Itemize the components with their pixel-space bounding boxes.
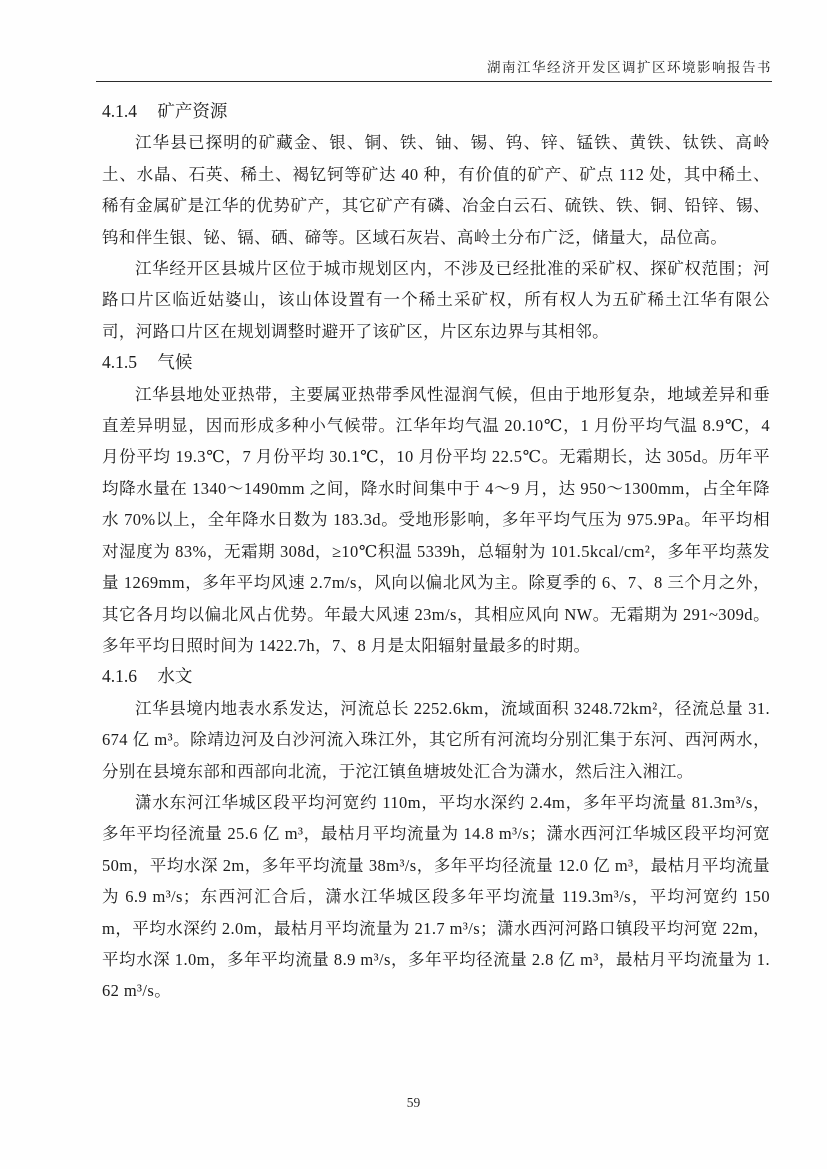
section-number: 4.1.6	[102, 666, 137, 687]
paragraph: 江华县境内地表水系发达，河流总长 2252.6km，流域面积 3248.72km²，径流总量 31.674 亿 m³。除靖边河及白沙河流入珠江外，其它所有河流均分别汇集于东河、西河两水，分别在县境东部和西部向北流，于沱江镇鱼塘坡处汇合为潇水，然后注入湘江。	[102, 698, 770, 781]
paragraph: 江华经开区县城片区位于城市规划区内，不涉及已经批准的采矿权、探矿权范围；河路口片区临近姑婆山，该山体设置有一个稀土采矿权，所有权人为五矿稀土江华有限公司，河路口片区在规划调整时避开了该矿区，片区东边界与其相邻。	[102, 259, 770, 341]
section-title: 气候	[157, 352, 193, 373]
header-title: 湖南江华经济开发区调扩区环境影响报告书	[487, 60, 772, 75]
paragraph: 江华县已探明的矿藏金、银、铜、铁、铀、锡、钨、锌、锰铁、黄铁、钛铁、高岭土、水晶、石英、稀土、褐钇钶等矿达 40 种，有价值的矿产、矿点 112 处，其中稀土、稀有金属矿是江华的优势矿产，其它矿产有磷、冶金白云石、硫铁、铁、铜、铅锌、锡、钨和伴生银、铋、镉、硒、碲等。区域石灰岩、高岭土分布广泛，储量大，品位高。	[102, 133, 770, 247]
page-header	[96, 56, 772, 82]
page-number: 59	[406, 1095, 421, 1110]
section-number: 4.1.4	[102, 101, 137, 121]
document-content	[102, 96, 770, 1007]
paragraph: 潇水东河江华城区段平均河宽约 110m，平均水深约 2.4m，多年平均流量 81.3m³/s，多年平均径流量 25.6 亿 m³，最枯月平均流量为 14.8 m³/s；潇水西河江华城区段平均河宽 50m，平均水深 2m，多年平均流量 38m³/s，多年平均径流量 12.0 亿 m³，最枯月平均流量为 6.9 m³/s；东西河汇合后，潇水江华城区段多年平均流量 119.3m³/s，平均河宽约 150m，平均水深约 2.0m，最枯月平均流量为 21.7 m³/s；潇水西河河路口镇段平均河宽 22m，平均水深 1.0m，多年平均流量 8.9 m³/s，多年平均径流量 2.8 亿 m³，最枯月平均流量为 1.62 m³/s。	[102, 792, 770, 1001]
section-heading-climate	[102, 347, 770, 378]
section-heading-mineral-resources	[102, 96, 770, 127]
section-heading-hydrology	[102, 661, 770, 692]
section-title: 矿产资源	[157, 101, 228, 121]
page-footer	[0, 1095, 827, 1111]
paragraph: 江华县地处亚热带，主要属亚热带季风性湿润气候，但由于地形复杂，地域差异和垂直差异明显，因而形成多种小气候带。江华年均气温 20.10℃，1 月份平均气温 8.9℃，4 月份平均 19.3℃，7 月份平均 30.1℃，10 月份平均 22.5℃。无霜期长，达 305d。历年平均降水量在 1340～1490mm 之间，降水时间集中于 4～9 月，达 950～1300mm，占全年降水 70%以上，全年降水日数为 183.3d。受地形影响，多年平均气压为 975.9Pa。年平均相对湿度为 83%，无霜期 308d，≥10℃积温 5339h，总辐射为 101.5kcal/cm²，多年平均蒸发量 1269mm，多年平均风速 2.7m/s，风向以偏北风为主。除夏季的 6、7、8 三个月之外，其它各月均以偏北风占优势。年最大风速 23m/s，其相应风向 NW。无霜期为 291~309d。多年平均日照时间为 1422.7h，7、8 月是太阳辐射量最多的时期。	[102, 384, 770, 655]
section-title: 水文	[157, 666, 193, 687]
section-number: 4.1.5	[102, 352, 137, 373]
